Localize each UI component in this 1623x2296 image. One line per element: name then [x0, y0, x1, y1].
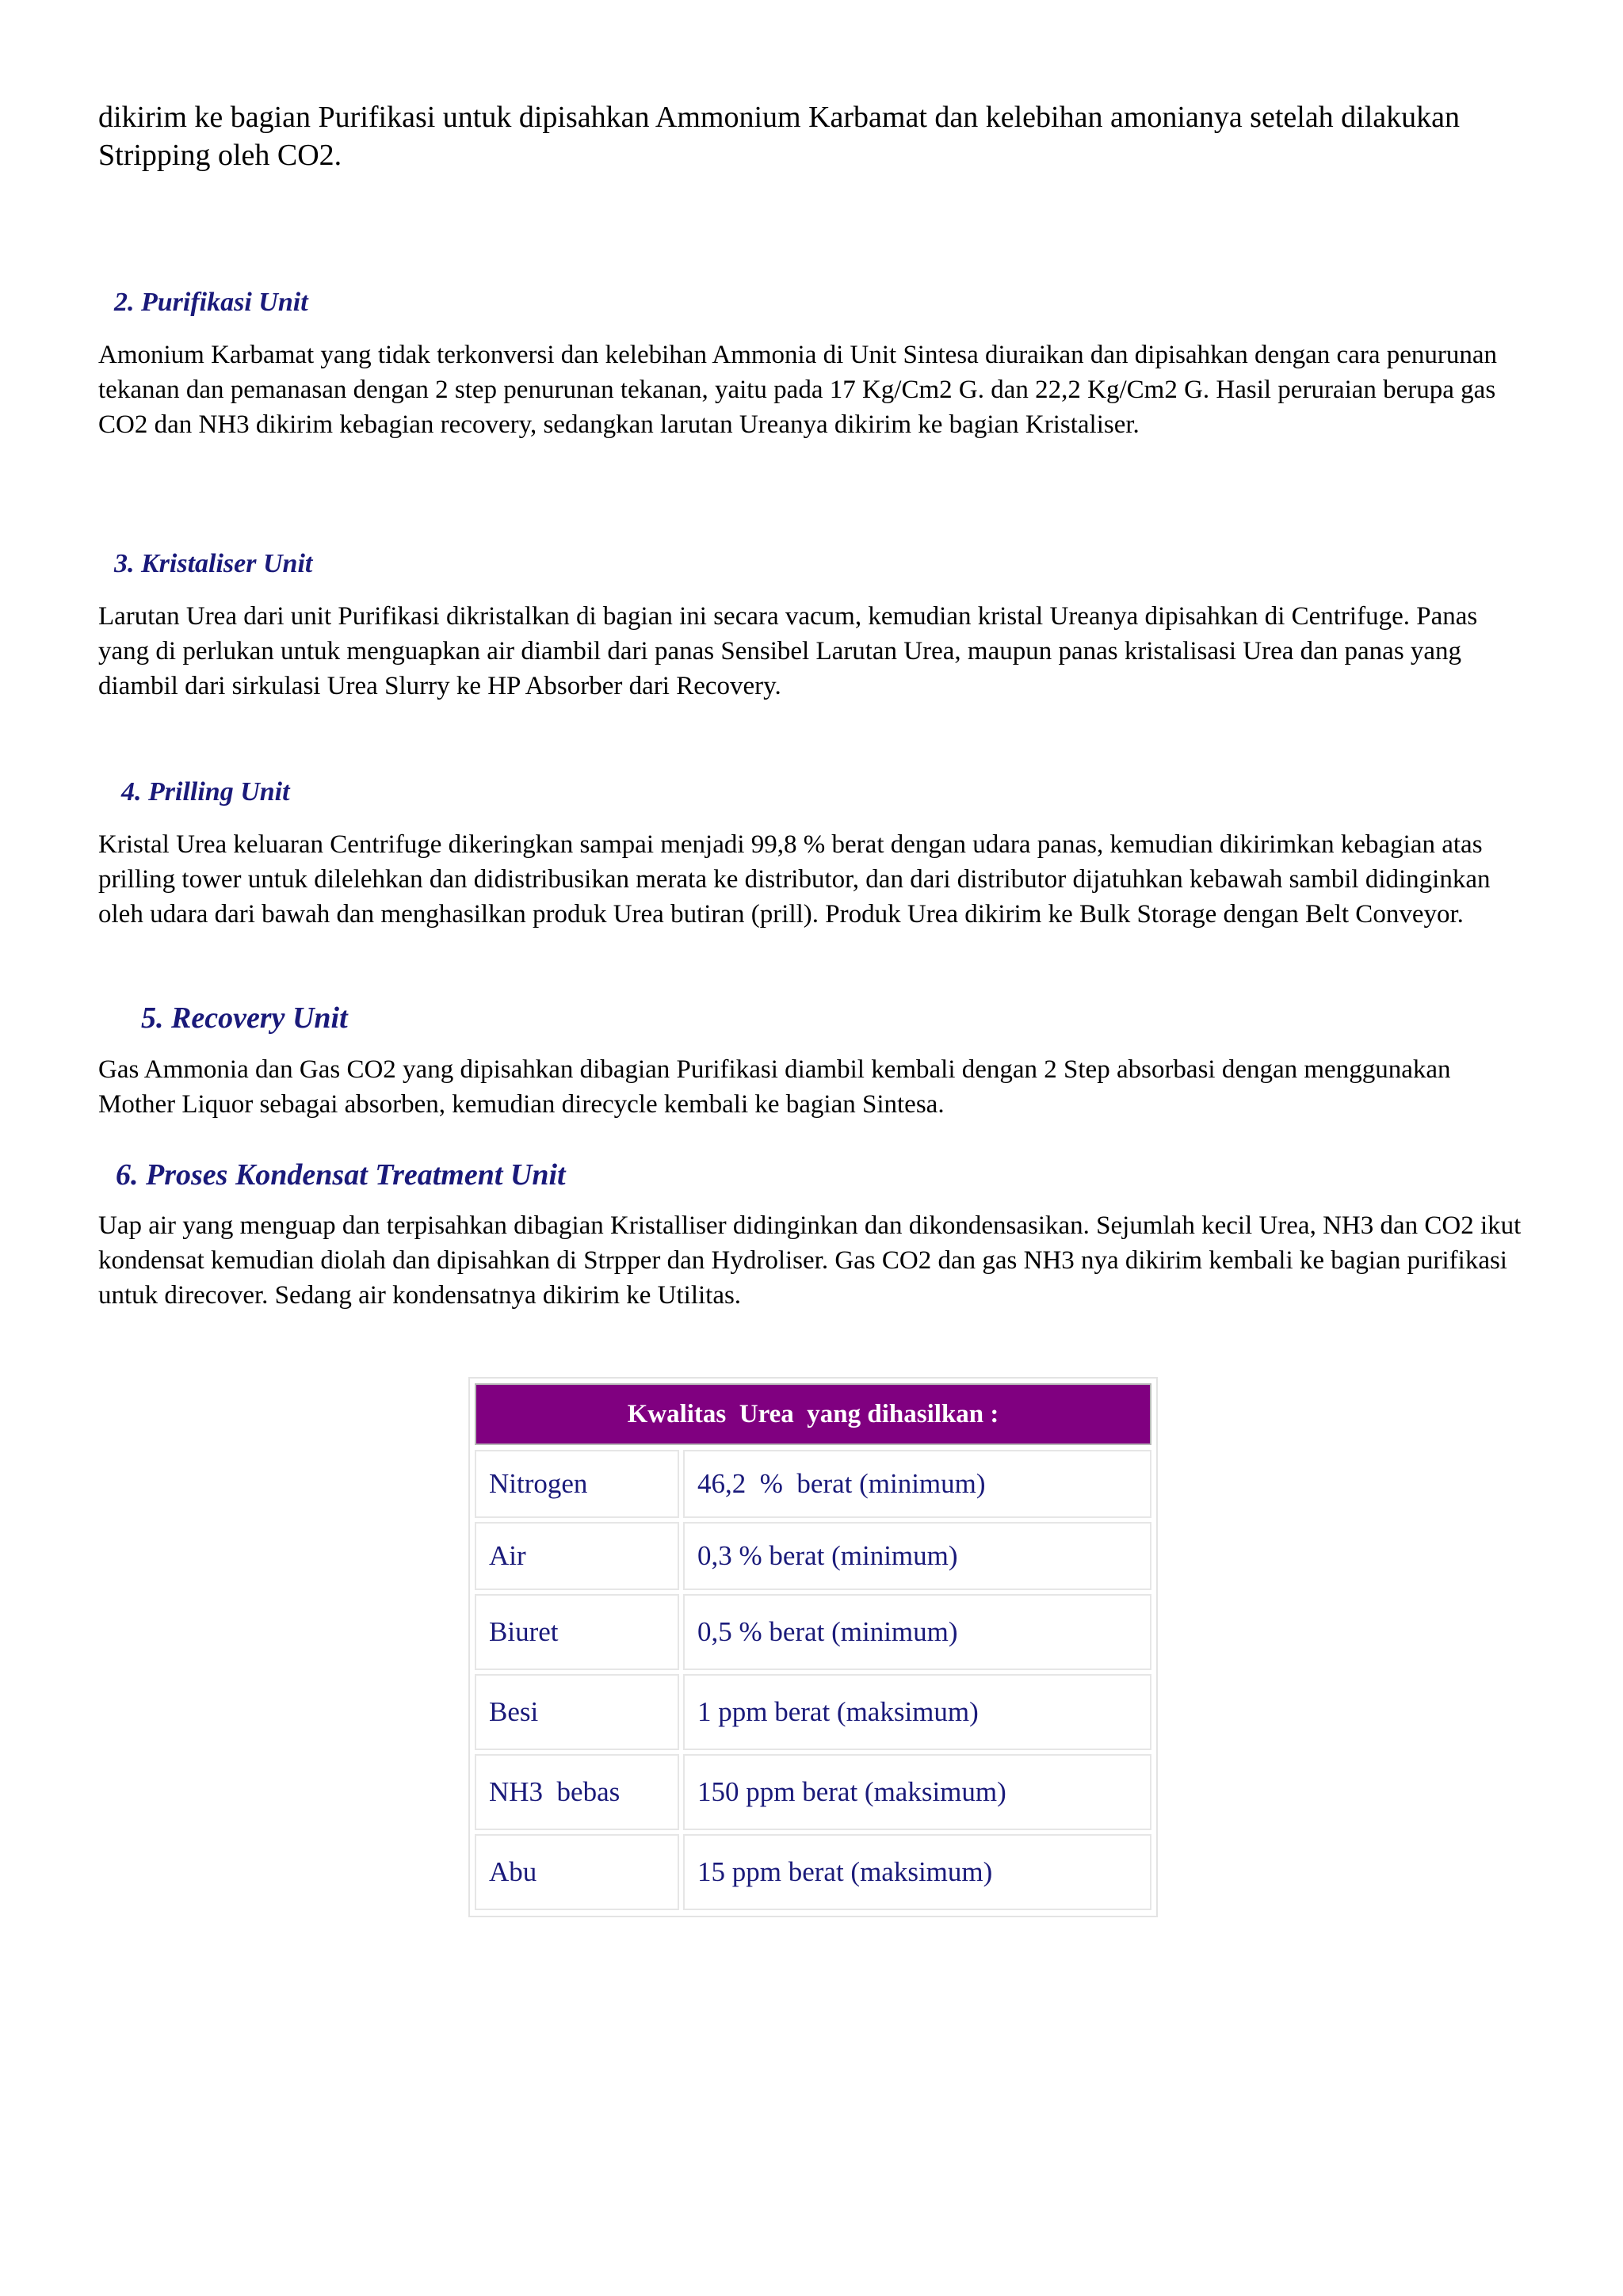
table-cell-label: Abu — [475, 1834, 679, 1910]
section-heading-kristaliser: 3. Kristaliser Unit — [114, 549, 313, 578]
section-body-kristaliser: Larutan Urea dari unit Purifikasi dikristalkan di bagian ini secara vacum, kemudian kristal Ureanya dipisahkan di Centrifuge. Panas yang di perlukan untuk menguapkan air diambil dari panas Sensibel Larutan Urea, maupun panas kristalisasi Urea dan panas yang diambil dari sirkulasi Urea Slurry ke HP Absorber dari Recovery. — [98, 602, 1478, 700]
table-title: Kwalitas Urea yang dihasilkan : — [475, 1383, 1151, 1445]
table-cell-value: 150 ppm berat (maksimum) — [683, 1754, 1151, 1830]
urea-quality-table — [468, 1377, 1158, 1917]
table-cell-label: NH3 bebas — [475, 1754, 679, 1830]
table-cell-label: Air — [475, 1522, 679, 1590]
section-heading-recovery: 5. Recovery Unit — [141, 1001, 348, 1035]
section-body-kondensat: Uap air yang menguap dan terpisahkan dibagian Kristalliser didinginkan dan dikondensasikan. Sejumlah kecil Urea, NH3 dan CO2 ikut kondensat kemudian diolah dan dipisahkan di Strpper dan Hydroliser. Gas CO2 dan gas NH3 nya dikirim kembali ke bagian purifikasi untuk direcover. Sedang air kondensatnya dikirim ke Utilitas. — [98, 1211, 1522, 1310]
table-cell-value: 15 ppm berat (maksimum) — [683, 1834, 1151, 1910]
section-heading-prilling: 4. Prilling Unit — [121, 777, 290, 807]
section-body-recovery: Gas Ammonia dan Gas CO2 yang dipisahkan dibagian Purifikasi diambil kembali dengan 2 Step absorbasi dengan menggunakan Mother Liquor sebagai absorben, kemudian direcycle kembali ke bagian Sintesa. — [98, 1055, 1451, 1119]
intro-paragraph: dikirim ke bagian Purifikasi untuk dipisahkan Ammonium Karbamat dan kelebihan amonianya setelah dilakukan Stripping oleh CO2. — [98, 101, 1461, 172]
section-heading-purifikasi: 2. Purifikasi Unit — [114, 288, 308, 317]
table-cell-value: 1 ppm berat (maksimum) — [683, 1674, 1151, 1750]
table-cell-label: Biuret — [475, 1594, 679, 1670]
table-cell-value: 0,5 % berat (minimum) — [683, 1594, 1151, 1670]
section-body-prilling: Kristal Urea keluaran Centrifuge dikeringkan sampai menjadi 99,8 % berat dengan udara panas, kemudian dikirimkan kebagian atas prilling tower untuk dilelehkan dan didistribusikan merata ke distributor, dan dari distributor dijatuhkan kebawah sambil didinginkan oleh udara dari bawah dan menghasilkan produk Urea butiran (prill). Produk Urea dikirim ke Bulk Storage dengan Belt Conveyor. — [98, 830, 1491, 929]
table-cell-label: Besi — [475, 1674, 679, 1750]
section-body-purifikasi: Amonium Karbamat yang tidak terkonversi dan kelebihan Ammonia di Unit Sintesa diuraikan dan dipisahkan dengan cara penurunan tekanan dan pemanasan dengan 2 step penurunan tekanan, yaitu pada 17 Kg/Cm2 G. dan 22,2 Kg/Cm2 G. Hasil peruraian berupa gas CO2 dan NH3 dikirim kebagian recovery, sedangkan larutan Ureanya dikirim ke bagian Kristaliser. — [98, 341, 1498, 439]
section-heading-kondensat: 6. Proses Kondensat Treatment Unit — [116, 1158, 566, 1192]
table-cell-label: Nitrogen — [475, 1450, 679, 1518]
table-cell-value: 0,3 % berat (minimum) — [683, 1522, 1151, 1590]
table-cell-value: 46,2 % berat (minimum) — [683, 1450, 1151, 1518]
